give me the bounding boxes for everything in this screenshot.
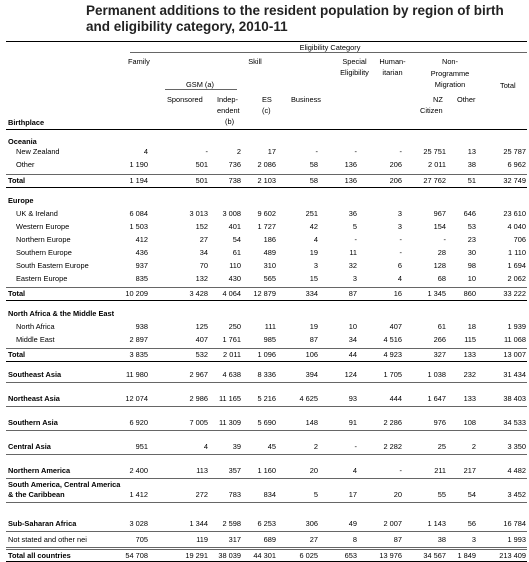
table-cell: 34 <box>199 248 208 257</box>
table-cell: 119 <box>196 535 208 544</box>
row-rule <box>6 348 527 349</box>
row-rule <box>6 454 527 455</box>
table-cell: 38 <box>467 160 476 169</box>
table-cell: 3 028 <box>129 519 148 528</box>
table-cell: 12 879 <box>253 289 276 298</box>
table-cell: 19 <box>309 322 318 331</box>
table-cell: 436 <box>135 248 148 257</box>
table-cell: 4 482 <box>507 466 526 475</box>
row-label: Total <box>8 176 26 185</box>
table-cell: 27 762 <box>423 176 446 185</box>
header-nz-2: Citizen <box>420 106 443 115</box>
table-cell: 6 253 <box>257 519 276 528</box>
table-cell: 2 011 <box>223 350 241 359</box>
table-cell: 4 625 <box>299 394 318 403</box>
header-total: Total <box>500 81 516 90</box>
table-cell: 232 <box>463 370 476 379</box>
table-cell: 11 309 <box>218 418 241 427</box>
table-cell: 34 567 <box>423 551 446 560</box>
row-label: Southeast Asia <box>8 370 62 379</box>
table-cell: 87 <box>393 535 402 544</box>
table-cell: 70 <box>199 261 208 270</box>
table-cell: 6 025 <box>299 551 318 560</box>
table-cell: 357 <box>228 466 241 475</box>
header-bottom-rule <box>6 129 527 130</box>
table-cell: 2 <box>236 147 241 156</box>
table-cell: 2 286 <box>383 418 402 427</box>
table-cell: 3 <box>313 261 318 270</box>
table-cell: 213 409 <box>499 551 526 560</box>
table-cell: 2 400 <box>129 466 148 475</box>
table-cell: 834 <box>263 490 276 499</box>
table-cell: 20 <box>309 466 318 475</box>
table-cell: 334 <box>305 289 318 298</box>
table-cell: 1 096 <box>257 350 276 359</box>
table-cell: 3 428 <box>189 289 208 298</box>
row-rule <box>6 361 527 362</box>
table-cell: 10 209 <box>125 289 148 298</box>
table-title: Permanent additions to the resident population by region of birth and eligibility category, 2010-11 <box>86 3 504 34</box>
table-cell: 2 011 <box>428 160 446 169</box>
table-cell: 211 <box>434 466 446 475</box>
table-cell: 30 <box>467 248 476 257</box>
table-cell: 407 <box>389 322 402 331</box>
top-rule <box>6 41 527 42</box>
table-cell: 17 <box>267 147 276 156</box>
table-cell: 13 <box>467 147 476 156</box>
table-cell: 327 <box>433 350 446 359</box>
table-cell: 860 <box>463 289 476 298</box>
table-cell: 705 <box>135 535 148 544</box>
table-cell: 4 638 <box>222 370 241 379</box>
header-es-2: (c) <box>262 106 271 115</box>
row-label: Middle East <box>16 335 55 344</box>
header-humanitarian-2: itarian <box>382 68 403 77</box>
table-cell: 1 190 <box>129 160 148 169</box>
table-cell: 2 <box>471 442 476 451</box>
header-nz-1: NZ <box>433 95 443 104</box>
table-cell: 51 <box>467 176 476 185</box>
table-cell: 3 <box>471 535 476 544</box>
table-cell: - <box>205 147 208 156</box>
header-birthplace: Birthplace <box>8 118 45 127</box>
row-rule <box>6 531 527 532</box>
table-cell: 2 062 <box>507 274 526 283</box>
table-cell: 4 516 <box>383 335 402 344</box>
table-cell: 967 <box>433 209 446 218</box>
table-cell: 54 708 <box>125 551 148 560</box>
table-cell: 136 <box>344 176 357 185</box>
table-cell: 23 610 <box>503 209 526 218</box>
table-cell: 938 <box>135 322 148 331</box>
table-cell: 3 452 <box>507 490 526 499</box>
table-cell: 4 <box>143 147 148 156</box>
table-cell: 19 <box>309 248 318 257</box>
table-cell: 217 <box>463 466 476 475</box>
table-cell: 1 761 <box>222 335 241 344</box>
table-cell: 4 064 <box>222 289 241 298</box>
table-cell: 38 039 <box>218 551 241 560</box>
row-rule <box>6 287 527 288</box>
table-cell: 93 <box>348 394 357 403</box>
table-cell: 5 216 <box>257 394 276 403</box>
table-cell: 11 980 <box>125 370 148 379</box>
table-cell: - <box>315 147 318 156</box>
table-cell: 266 <box>433 335 446 344</box>
table-cell: 2 986 <box>189 394 208 403</box>
table-cell: 17 <box>348 490 357 499</box>
table-cell: 18 <box>467 322 476 331</box>
header-skill: Skill <box>248 57 262 66</box>
table-cell: 54 <box>232 235 241 244</box>
table-cell: 54 <box>467 490 476 499</box>
table-cell: 5 <box>313 490 318 499</box>
row-label: North Africa <box>16 322 55 331</box>
table-cell: 937 <box>135 261 148 270</box>
table-cell: 111 <box>264 322 276 331</box>
table-cell: 154 <box>433 222 446 231</box>
table-cell: 98 <box>467 261 476 270</box>
table-cell: 49 <box>348 519 357 528</box>
table-cell: 34 533 <box>503 418 526 427</box>
table-cell: 3 013 <box>189 209 208 218</box>
table-cell: 250 <box>228 322 241 331</box>
row-rule <box>6 406 527 407</box>
header-sponsored: Sponsored <box>167 95 203 104</box>
table-cell: 10 <box>467 274 476 283</box>
row-label: Total all countries <box>8 551 71 560</box>
table-cell: 1 038 <box>427 370 446 379</box>
table-cell: 87 <box>309 335 318 344</box>
table-cell: 1 694 <box>507 261 526 270</box>
table-cell: 16 784 <box>503 519 526 528</box>
table-cell: 58 <box>309 160 318 169</box>
table-cell: 33 222 <box>503 289 526 298</box>
row-label: UK & Ireland <box>16 209 58 218</box>
row-label: South America, Central America <box>8 480 121 489</box>
table-cell: 32 749 <box>503 176 526 185</box>
row-label: North Africa & the Middle East <box>8 309 115 318</box>
table-cell: 317 <box>228 535 241 544</box>
table-cell: 6 084 <box>129 209 148 218</box>
table-cell: 2 598 <box>222 519 241 528</box>
table-cell: 45 <box>267 442 276 451</box>
table-cell: 10 <box>348 322 357 331</box>
table-cell: 401 <box>228 222 241 231</box>
table-cell: 91 <box>348 418 357 427</box>
table-cell: 394 <box>305 370 318 379</box>
row-rule <box>6 478 527 479</box>
table-cell: 6 <box>397 261 402 270</box>
table-cell: 985 <box>263 335 276 344</box>
table-cell: 38 <box>437 535 446 544</box>
table-cell: 3 <box>397 209 402 218</box>
row-label: Southern Asia <box>8 418 58 427</box>
row-rule <box>6 547 527 548</box>
table-cell: 3 008 <box>222 209 241 218</box>
header-independent-3: (b) <box>225 117 235 126</box>
row-label: Southern Europe <box>16 248 72 257</box>
table-cell: 5 690 <box>257 418 276 427</box>
row-label: Northern Europe <box>16 235 71 244</box>
table-cell: 1 939 <box>507 322 526 331</box>
table-cell: 106 <box>305 350 318 359</box>
table-cell: 1 647 <box>427 394 446 403</box>
table-cell: 44 301 <box>253 551 276 560</box>
table-cell: - <box>399 235 402 244</box>
row-rule <box>6 502 527 503</box>
table-cell: 2 282 <box>383 442 402 451</box>
table-cell: 1 727 <box>257 222 276 231</box>
table-cell: 407 <box>195 335 208 344</box>
table-cell: 58 <box>309 176 318 185</box>
row-label: South Eastern Europe <box>16 261 89 270</box>
table-cell: 1 345 <box>427 289 446 298</box>
table-cell: 4 <box>313 235 318 244</box>
table-cell: 653 <box>344 551 357 560</box>
table-cell: 36 <box>348 209 357 218</box>
header-special-1: Special <box>342 57 367 66</box>
table-cell: 56 <box>467 519 476 528</box>
header-independent-1: Indep- <box>217 95 238 104</box>
table-cell: 1 705 <box>383 370 402 379</box>
table-cell: - <box>443 235 446 244</box>
row-label: Oceania <box>8 137 37 146</box>
row-label: Europe <box>8 196 34 205</box>
table-cell: 738 <box>228 176 241 185</box>
eligibility-rule <box>130 52 527 53</box>
table-cell: 501 <box>195 160 208 169</box>
table-cell: 34 <box>348 335 357 344</box>
row-rule <box>6 187 527 188</box>
header-family: Family <box>128 57 150 66</box>
table-cell: 4 <box>352 466 357 475</box>
table-cell: 9 602 <box>257 209 276 218</box>
table-cell: 430 <box>228 274 241 283</box>
table-cell: 565 <box>263 274 276 283</box>
table-cell: 61 <box>437 322 446 331</box>
table-cell: 115 <box>464 335 476 344</box>
table-cell: 1 993 <box>507 535 526 544</box>
table-cell: 412 <box>135 235 148 244</box>
row-label: Northern America <box>8 466 71 475</box>
row-rule <box>6 430 527 431</box>
table-cell: 133 <box>463 394 476 403</box>
table-cell: 1 160 <box>257 466 276 475</box>
table-cell: - <box>354 442 357 451</box>
table-cell: 532 <box>195 350 208 359</box>
table-cell: 32 <box>348 261 357 270</box>
row-label: Eastern Europe <box>16 274 68 283</box>
table-cell: 3 350 <box>507 442 526 451</box>
table-cell: 1 503 <box>129 222 148 231</box>
table-cell: 489 <box>263 248 276 257</box>
header-nonprog-2: Programme <box>430 69 470 78</box>
table-cell: 501 <box>195 176 208 185</box>
table-cell: 13 976 <box>379 551 402 560</box>
table-cell: 12 074 <box>125 394 148 403</box>
table-cell: 152 <box>195 222 208 231</box>
table-cell: 148 <box>305 418 318 427</box>
header-business: Business <box>291 95 321 104</box>
table-cell: 61 <box>232 248 241 257</box>
table-cell: 646 <box>463 209 476 218</box>
table-cell: 20 <box>393 490 402 499</box>
header-es-1: ES <box>262 95 272 104</box>
table-cell: 4 923 <box>383 350 402 359</box>
table-cell: 4 <box>397 274 402 283</box>
table-cell: 2 967 <box>189 370 208 379</box>
table-cell: 128 <box>433 261 446 270</box>
table-cell: 1 143 <box>427 519 446 528</box>
table-cell: 28 <box>437 248 446 257</box>
table-cell: 27 <box>309 535 318 544</box>
row-label: Other <box>16 160 35 169</box>
row-rule <box>6 174 527 175</box>
table-cell: 38 403 <box>503 394 526 403</box>
row-label: Central Asia <box>8 442 51 451</box>
table-cell: 1 412 <box>129 490 148 499</box>
table-cell: 783 <box>228 490 241 499</box>
header-humanitarian-1: Human- <box>379 57 406 66</box>
table-cell: 2 007 <box>383 519 402 528</box>
table-cell: 53 <box>467 222 476 231</box>
table-cell: - <box>354 147 357 156</box>
header-nonprog-1: Non- <box>441 57 459 66</box>
table-cell: 1 344 <box>189 519 208 528</box>
table-cell: 444 <box>389 394 402 403</box>
table-cell: 23 <box>467 235 476 244</box>
table-cell: 7 005 <box>189 418 208 427</box>
table-cell: 3 <box>397 222 402 231</box>
table-cell: 206 <box>389 176 402 185</box>
table-cell: 19 291 <box>185 551 208 560</box>
table-cell: 4 040 <box>507 222 526 231</box>
row-label: Northeast Asia <box>8 394 60 403</box>
table-cell: 44 <box>348 350 357 359</box>
table-cell: 25 787 <box>503 147 526 156</box>
table-cell: 8 <box>352 535 357 544</box>
table-cell: 2 <box>313 442 318 451</box>
table-cell: 55 <box>437 490 446 499</box>
table-cell: 8 336 <box>257 370 276 379</box>
table-cell: 25 751 <box>423 147 446 156</box>
table-cell: 310 <box>263 261 276 270</box>
table-cell: 2 103 <box>257 176 276 185</box>
table-cell: 133 <box>463 350 476 359</box>
table-cell: 976 <box>433 418 446 427</box>
row-rule <box>6 549 527 550</box>
table-cell: 6 920 <box>129 418 148 427</box>
table-cell: 206 <box>389 160 402 169</box>
table-cell: 835 <box>135 274 148 283</box>
table-cell: 1 194 <box>129 176 148 185</box>
table-cell: 306 <box>305 519 318 528</box>
table-cell: 2 086 <box>257 160 276 169</box>
row-label: Western Europe <box>16 222 70 231</box>
table-cell: 110 <box>229 261 241 270</box>
table-cell: - <box>399 466 402 475</box>
table-cell: 87 <box>348 289 357 298</box>
table-cell: 16 <box>393 289 402 298</box>
row-label-line2: & the Caribbean <box>8 490 65 499</box>
table-cell: 42 <box>309 222 318 231</box>
table-cell: 25 <box>437 442 446 451</box>
row-label: Total <box>8 289 26 298</box>
table-cell: 113 <box>196 466 208 475</box>
row-rule <box>6 300 527 301</box>
table-cell: 136 <box>344 160 357 169</box>
table-cell: 951 <box>135 442 148 451</box>
table-cell: - <box>399 248 402 257</box>
table-cell: 125 <box>195 322 208 331</box>
table-cell: 186 <box>263 235 276 244</box>
header-independent-2: endent <box>217 106 240 115</box>
gsm-rule <box>165 89 237 90</box>
header-gsm: GSM (a) <box>186 80 214 89</box>
table-cell: 68 <box>437 274 446 283</box>
row-label: Sub-Saharan Africa <box>8 519 77 528</box>
row-rule <box>6 382 527 383</box>
table-cell: 15 <box>309 274 318 283</box>
table-cell: 689 <box>263 535 276 544</box>
row-label: New Zealand <box>16 147 60 156</box>
header-other: Other <box>457 95 476 104</box>
header-nonprog-3: Migration <box>434 80 466 89</box>
table-cell: 1 110 <box>508 248 526 257</box>
table-cell: 11 <box>349 248 357 257</box>
table-cell: 2 897 <box>129 335 148 344</box>
header-special-2: Eligibility <box>340 68 369 77</box>
table-cell: 736 <box>228 160 241 169</box>
table-cell: 251 <box>305 209 318 218</box>
table-cell: - <box>354 235 357 244</box>
table-cell: 27 <box>199 235 208 244</box>
row-label: Not stated and other nei <box>8 535 87 544</box>
table-cell: 39 <box>232 442 241 451</box>
table-cell: 1 849 <box>457 551 476 560</box>
table-cell: 11 068 <box>503 335 526 344</box>
table-cell: 11 165 <box>218 394 241 403</box>
table-cell: 13 007 <box>503 350 526 359</box>
table-cell: 6 962 <box>507 160 526 169</box>
table-cell: 4 <box>203 442 208 451</box>
table-cell: 3 <box>352 274 357 283</box>
row-label: Total <box>8 350 26 359</box>
table-cell: 3 835 <box>129 350 148 359</box>
table-cell: 5 <box>352 222 357 231</box>
table-cell: 124 <box>344 370 357 379</box>
table-cell: 272 <box>195 490 208 499</box>
table-cell: 706 <box>513 235 526 244</box>
table-cell: 108 <box>463 418 476 427</box>
table-cell: 31 434 <box>503 370 526 379</box>
table-cell: - <box>399 147 402 156</box>
header-eligibility-category: Eligibility Category <box>299 43 361 52</box>
table-cell: 132 <box>195 274 208 283</box>
